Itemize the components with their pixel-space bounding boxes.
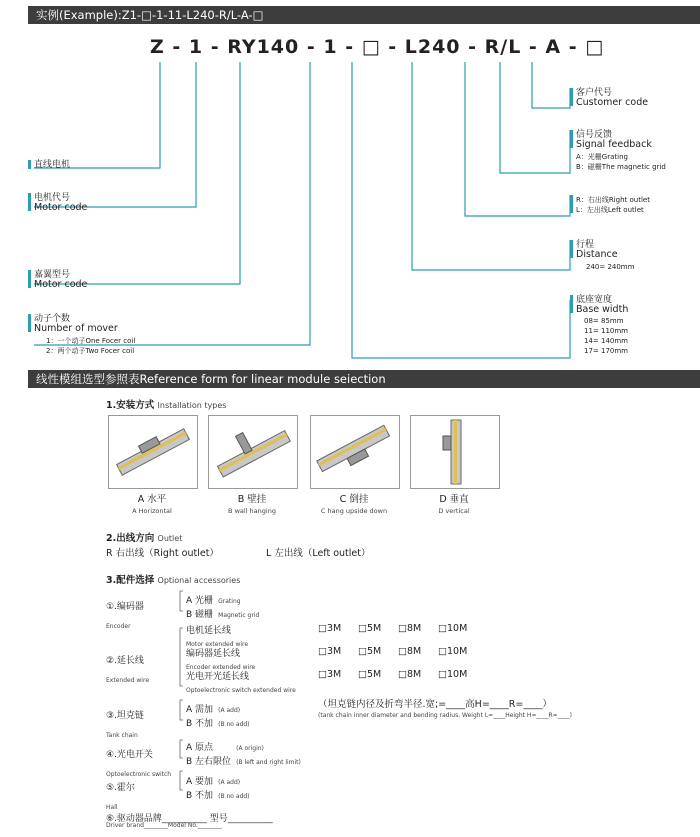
- ext-motor-10m[interactable]: □10M: [438, 623, 468, 634]
- mover-option-1: 1：一个动子One Focer coil: [46, 337, 136, 345]
- label-base-width: 底座宽度 Base width: [576, 295, 629, 315]
- ext-encoder-5m[interactable]: □5M: [358, 646, 382, 657]
- caption-wall: B 壁挂 B wall hanging: [228, 494, 276, 515]
- reference-form-title: 线性模组选型参照表Reference form for linear module seiection: [36, 372, 386, 386]
- base-width-14: 14= 140mm: [584, 337, 628, 345]
- caption-vertical: D 垂直 D vertical: [438, 494, 470, 515]
- install-wall-image: [208, 415, 298, 489]
- label-signal-feedback: 信号反馈 Signal feedback: [576, 130, 652, 150]
- driver-brand-en: Driver brand________Model No.________: [106, 822, 222, 829]
- signal-option-b: B：磁栅The magnetic grid: [576, 163, 666, 171]
- driver-brand-label: ⑥.驱动器品牌__________ 型号__________: [106, 814, 273, 824]
- marker: [570, 240, 573, 258]
- tank-chain-label: ③.坦克链 Tank chain: [106, 711, 144, 739]
- distance-value: 240= 240mm: [586, 263, 635, 271]
- caption-upside-down: C 倒挂 C hang upside down: [320, 494, 388, 515]
- tank-note-en: (tank chain inner diameter and bending radius. Weight L=____Height H=____R=____): [318, 712, 573, 719]
- marker: [28, 160, 31, 169]
- ext-motor-5m[interactable]: □5M: [358, 623, 382, 634]
- encoder-label: ①.编码器 Encoder: [106, 602, 144, 630]
- outlet-heading: 2.出线方向 Outlet: [106, 533, 183, 544]
- ext-row-photo: 光电开光延长线 Optoelectronic switch extended wire: [186, 672, 296, 694]
- marker: [570, 195, 573, 213]
- hall-label: ⑤.霍尔 Hall: [106, 783, 135, 811]
- base-width-11: 11= 110mm: [584, 327, 628, 335]
- outlet-right: R 右出线（Right outlet）: [106, 548, 219, 559]
- ext-row-encoder: 编码器延长线 Encoder extended wire: [186, 649, 256, 671]
- marker: [28, 270, 31, 288]
- encoder-option-b: B 磁栅 Magnetic grid: [186, 610, 260, 620]
- install-upside-down-image: [310, 415, 400, 489]
- ext-encoder-3m[interactable]: □3M: [318, 646, 342, 657]
- ext-photo-10m[interactable]: □10M: [438, 669, 468, 680]
- signal-option-a: A：光栅Grating: [576, 153, 628, 161]
- base-width-08: 08= 85mm: [584, 317, 624, 325]
- tank-note: （坦克链内径及折弯半径.宽;=____高H=____R=____）: [318, 699, 552, 710]
- extended-wire-label: ②.延长线 Extended wire: [106, 656, 150, 684]
- tank-option-a: A 需加 (A add): [186, 705, 241, 715]
- mover-option-2: 2：两个动子Two Focer coil: [46, 347, 135, 355]
- marker: [570, 88, 573, 106]
- marker: [28, 193, 31, 211]
- tank-option-b: B 不加 (B no add): [186, 719, 250, 729]
- hall-option-b: B 不加 (B no add): [186, 791, 250, 801]
- photo-option-b: B 左右限位 (B left and right limit): [186, 757, 301, 767]
- example-title: 实例(Example):Z1-□-1-11-L240-R/L-A-□: [36, 8, 264, 22]
- ext-row-motor: 电机延长线 Motor extended wire: [186, 626, 249, 648]
- install-horizontal-image: [108, 415, 198, 489]
- label-motor-code: 电机代号 Motor code: [34, 193, 88, 213]
- hall-option-a: A 要加 (A add): [186, 777, 241, 787]
- ext-photo-3m[interactable]: □3M: [318, 669, 342, 680]
- label-linear-motor: 直线电机: [34, 160, 71, 170]
- installation-heading: 1.安装方式 Installation types: [106, 400, 227, 411]
- label-customer-code: 客户代号 Customer code: [576, 88, 649, 108]
- ext-motor-8m[interactable]: □8M: [398, 623, 422, 634]
- outlet-option-r: R：右出线Right outlet: [576, 196, 650, 204]
- ext-encoder-8m[interactable]: □8M: [398, 646, 422, 657]
- marker: [28, 314, 31, 332]
- label-distance: 行程 Distance: [576, 240, 618, 260]
- label-wing-code: 嘉翼型号 Motor code: [34, 270, 88, 290]
- marker: [570, 295, 573, 313]
- ext-motor-3m[interactable]: □3M: [318, 623, 342, 634]
- encoder-option-a: A 光栅 Grating: [186, 596, 241, 606]
- photo-switch-label: ④.光电开关 Optoelectronic switch: [106, 750, 172, 778]
- accessories-heading: 3.配件选择 Optional accessories: [106, 575, 241, 586]
- outlet-left: L 左出线（Left outlet）: [266, 548, 371, 559]
- marker: [570, 130, 573, 148]
- install-vertical-image: [410, 415, 500, 489]
- ext-photo-8m[interactable]: □8M: [398, 669, 422, 680]
- outlet-option-l: L：左出线Left outlet: [576, 206, 644, 214]
- base-width-17: 17= 170mm: [584, 347, 628, 355]
- label-mover-count: 动子个数 Number of mover: [34, 314, 118, 334]
- photo-option-a: A 原点 (A origin): [186, 743, 264, 753]
- caption-horizontal: A 水平 A Horizontal: [132, 494, 172, 515]
- ext-photo-5m[interactable]: □5M: [358, 669, 382, 680]
- ext-encoder-10m[interactable]: □10M: [438, 646, 468, 657]
- reference-form-bar: [28, 370, 700, 388]
- model-code: Z - 1 - RY140 - 1 - □ - L240 - R/L - A - □: [150, 36, 605, 58]
